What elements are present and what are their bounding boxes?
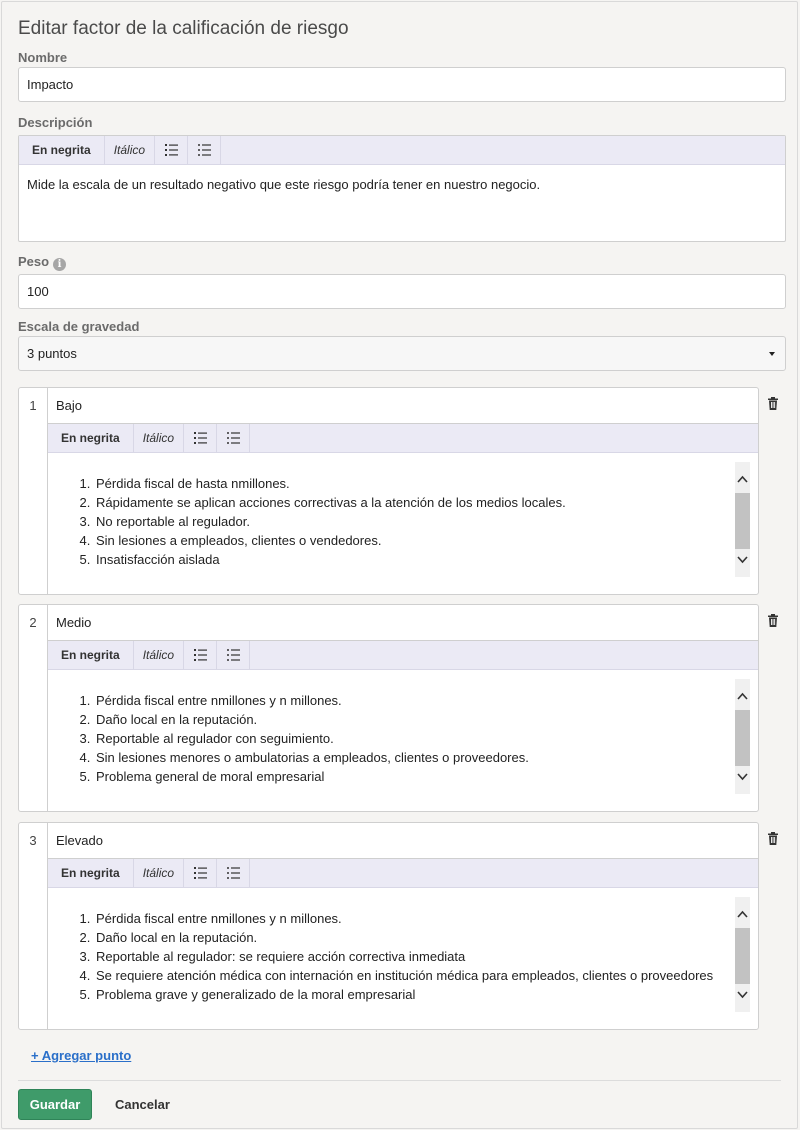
scrollbar[interactable] — [735, 462, 750, 577]
info-icon[interactable]: i — [53, 258, 66, 271]
bold-button[interactable]: En negrita — [48, 424, 134, 452]
list-item: 1. Pérdida fiscal de hasta nmillones. — [94, 474, 566, 493]
scrollbar-thumb[interactable] — [735, 928, 750, 984]
point-toolbar — [48, 859, 758, 888]
point-number: 2 — [19, 605, 48, 811]
list-item: 2. Daño local en la reputación. — [94, 710, 529, 729]
point-name-input[interactable]: Bajo — [48, 388, 758, 424]
ordered-list-button[interactable] — [184, 859, 217, 887]
scrollbar-thumb[interactable] — [735, 710, 750, 766]
trash-icon[interactable] — [767, 397, 779, 410]
name-input[interactable]: Impacto — [18, 67, 786, 102]
scroll-down-icon[interactable] — [737, 771, 748, 782]
scrollbar-thumb[interactable] — [735, 493, 750, 549]
point-description-editor[interactable] — [48, 889, 758, 1029]
italic-button[interactable]: Itálico — [134, 859, 184, 887]
point-name-input[interactable]: Elevado — [48, 823, 758, 859]
severity-scale-value: 3 puntos — [27, 346, 77, 361]
bullet-list-button[interactable] — [188, 136, 221, 164]
point-description-list — [48, 474, 566, 569]
list-item: 4. Sin lesiones menores o ambulatorias a empleados, clientes o proveedores. — [94, 748, 529, 767]
ordered-list-button[interactable] — [184, 424, 217, 452]
bullet-list-icon — [227, 649, 240, 661]
description-editor[interactable] — [18, 135, 786, 242]
ordered-list-icon — [194, 649, 207, 661]
italic-button[interactable]: Itálico — [134, 424, 184, 452]
edit-risk-factor-dialog — [1, 1, 798, 1129]
bold-button[interactable]: En negrita — [48, 859, 134, 887]
chevron-down-icon — [769, 352, 775, 356]
list-item: 5. Insatisfacción aislada — [94, 550, 566, 569]
list-item: 2. Rápidamente se aplican acciones correctivas a la atención de los medios locales. — [94, 493, 566, 512]
list-item: 1. Pérdida fiscal entre nmillones y n millones. — [94, 691, 529, 710]
point-description-editor[interactable] — [48, 671, 758, 811]
bullet-list-icon — [227, 867, 240, 879]
dialog-title: Editar factor de la calificación de riesgo — [18, 18, 349, 39]
name-label: Nombre — [18, 50, 68, 65]
point-number: 1 — [19, 388, 48, 594]
italic-button[interactable]: Itálico — [105, 136, 155, 164]
bullet-list-icon — [227, 432, 240, 444]
list-item: 3. Reportable al regulador con seguimiento. — [94, 729, 529, 748]
list-item: 2. Daño local en la reputación. — [94, 928, 713, 947]
point-description-editor[interactable] — [48, 454, 758, 594]
trash-icon[interactable] — [767, 614, 779, 627]
bullet-list-icon — [198, 144, 211, 156]
divider — [18, 1080, 781, 1081]
ordered-list-button[interactable] — [184, 641, 217, 669]
bold-button[interactable]: En negrita — [48, 641, 134, 669]
scroll-up-icon[interactable] — [737, 909, 748, 920]
ordered-list-button[interactable] — [155, 136, 188, 164]
point-description-list — [48, 691, 529, 786]
list-item: 4. Sin lesiones a empleados, clientes o vendedores. — [94, 531, 566, 550]
point-number: 3 — [19, 823, 48, 1029]
point-toolbar — [48, 641, 758, 670]
severity-scale-select[interactable] — [18, 336, 786, 371]
list-item: 4. Se requiere atención médica con internación en institución médica para empleados, clientes o proveedores — [94, 966, 713, 985]
cancel-button[interactable]: Cancelar — [105, 1089, 180, 1120]
list-item: 5. Problema grave y generalizado de la moral empresarial — [94, 985, 713, 1004]
save-button[interactable]: Guardar — [18, 1089, 92, 1120]
description-label: Descripción — [18, 115, 93, 130]
list-item: 3. No reportable al regulador. — [94, 512, 566, 531]
scroll-down-icon[interactable] — [737, 554, 748, 565]
weight-label — [18, 254, 66, 271]
ordered-list-icon — [194, 867, 207, 879]
scrollbar[interactable] — [735, 897, 750, 1012]
weight-input[interactable]: 100 — [18, 274, 786, 309]
ordered-list-icon — [165, 144, 178, 156]
severity-point-2 — [18, 604, 759, 812]
scrollbar[interactable] — [735, 679, 750, 794]
bullet-list-button[interactable] — [217, 641, 250, 669]
bold-button[interactable]: En negrita — [19, 136, 105, 164]
italic-button[interactable]: Itálico — [134, 641, 184, 669]
bullet-list-button[interactable] — [217, 859, 250, 887]
list-item: 1. Pérdida fiscal entre nmillones y n millones. — [94, 909, 713, 928]
scroll-up-icon[interactable] — [737, 474, 748, 485]
weight-label-text: Peso — [18, 254, 50, 269]
point-description-list — [48, 909, 713, 1004]
trash-icon[interactable] — [767, 832, 779, 845]
severity-point-3 — [18, 822, 759, 1030]
list-item: 5. Problema general de moral empresarial — [94, 767, 529, 786]
list-item: 3. Reportable al regulador: se requiere acción correctiva inmediata — [94, 947, 713, 966]
description-toolbar — [19, 136, 785, 165]
description-text[interactable]: Mide la escala de un resultado negativo que este riesgo podría tener en nuestro negocio. — [27, 177, 541, 192]
scroll-down-icon[interactable] — [737, 989, 748, 1000]
point-toolbar — [48, 424, 758, 453]
scroll-up-icon[interactable] — [737, 691, 748, 702]
ordered-list-icon — [194, 432, 207, 444]
severity-point-1 — [18, 387, 759, 595]
add-point-link[interactable]: + Agregar punto — [31, 1048, 132, 1063]
bullet-list-button[interactable] — [217, 424, 250, 452]
severity-scale-label: Escala de gravedad — [18, 319, 140, 334]
point-name-input[interactable]: Medio — [48, 605, 758, 641]
